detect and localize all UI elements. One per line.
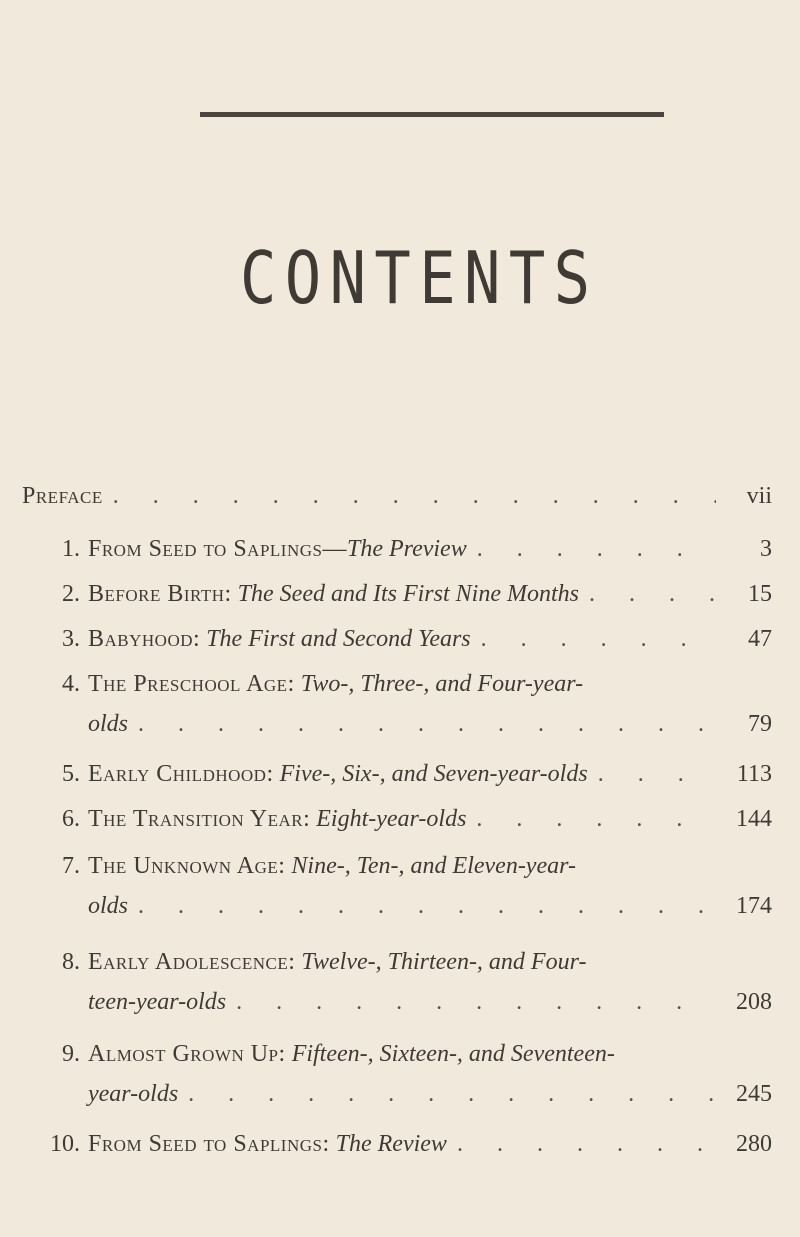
- toc-entry-preface[interactable]: [22, 476, 772, 516]
- page-number: 113: [736, 761, 772, 787]
- page-number: 3: [760, 536, 772, 562]
- chapter-number: 3.: [62, 626, 80, 652]
- page-number: 280: [736, 1131, 772, 1157]
- chapter-subtitle: Nine-, Ten-, and Eleven-year-: [291, 853, 576, 879]
- chapter-subtitle: Five-, Six-, and Seven-year-olds: [279, 761, 588, 787]
- chapter-title: The Preschool Age:: [88, 671, 295, 697]
- page-number: 79: [748, 711, 772, 737]
- dot-leader: [103, 476, 716, 516]
- page-number: 15: [748, 581, 772, 607]
- dot-leader: [467, 529, 716, 569]
- chapter-title: Early Childhood:: [88, 761, 274, 787]
- chapter-title: Almost Grown Up:: [88, 1041, 286, 1067]
- toc-entry-chapter-9[interactable]: [20, 1034, 772, 1114]
- chapter-number: 9.: [62, 1041, 80, 1067]
- page-number: 174: [736, 893, 772, 919]
- chapter-subtitle: The Preview: [346, 536, 467, 562]
- toc-entry-chapter-2[interactable]: [20, 574, 772, 614]
- chapter-number: 6.: [62, 806, 80, 832]
- chapter-subtitle: Twelve-, Thirteen-, and Four-: [301, 949, 587, 975]
- toc-entry-chapter-8[interactable]: [20, 942, 772, 1022]
- dot-leader: [128, 704, 716, 744]
- chapter-number: 8.: [62, 949, 80, 975]
- chapter-subtitle: The Review: [335, 1131, 447, 1157]
- chapter-title: From Seed to Saplings—: [88, 536, 347, 562]
- top-rule: [200, 112, 664, 117]
- page-number: 144: [736, 806, 772, 832]
- toc-entry-chapter-7[interactable]: [20, 846, 772, 926]
- chapter-subtitle: Fifteen-, Sixteen-, and Seventeen-: [291, 1041, 615, 1067]
- chapter-subtitle-continued: year-olds: [88, 1081, 179, 1107]
- chapter-subtitle-continued: teen-year-olds: [88, 989, 227, 1015]
- chapter-number: 5.: [62, 761, 80, 787]
- toc-entry-chapter-1[interactable]: [20, 529, 772, 569]
- chapter-subtitle: The First and Second Years: [206, 626, 471, 652]
- dot-leader: [471, 619, 716, 659]
- chapter-subtitle: The Seed and Its First Nine Months: [237, 581, 579, 607]
- dot-leader: [588, 754, 716, 794]
- dot-leader: [178, 1074, 716, 1114]
- dot-leader: [466, 799, 716, 839]
- chapter-subtitle: Eight-year-olds: [316, 806, 467, 832]
- dot-leader: [128, 886, 716, 926]
- chapter-subtitle-continued: olds: [88, 893, 129, 919]
- chapter-subtitle-continued: olds: [88, 711, 129, 737]
- chapter-title: From Seed to Saplings:: [88, 1131, 330, 1157]
- dot-leader: [579, 574, 716, 614]
- chapter-number: 10.: [50, 1131, 80, 1157]
- dot-leader: [226, 982, 716, 1022]
- chapter-number: 4.: [62, 671, 80, 697]
- page-number: 47: [748, 626, 772, 652]
- page-title: CONTENTS: [240, 236, 599, 320]
- chapter-title: The Transition Year:: [88, 806, 311, 832]
- chapter-subtitle: Two-, Three-, and Four-year-: [300, 671, 584, 697]
- chapter-title: Babyhood:: [88, 626, 201, 652]
- page-number: vii: [746, 483, 772, 509]
- chapter-number: 2.: [62, 581, 80, 607]
- dot-leader: [447, 1124, 716, 1164]
- chapter-number: 1.: [62, 536, 80, 562]
- page-number: 245: [736, 1081, 772, 1107]
- chapter-title: Early Adolescence:: [88, 949, 296, 975]
- toc-entry-chapter-10[interactable]: [20, 1124, 772, 1164]
- toc-entry-chapter-5[interactable]: [20, 754, 772, 794]
- toc-entry-chapter-4[interactable]: [20, 664, 772, 744]
- toc-entry-chapter-3[interactable]: [20, 619, 772, 659]
- chapter-number: 7.: [62, 853, 80, 879]
- chapter-title: Before Birth:: [88, 581, 232, 607]
- chapter-title: The Unknown Age:: [88, 853, 286, 879]
- page-number: 208: [736, 989, 772, 1015]
- toc-entry-chapter-6[interactable]: [20, 799, 772, 839]
- entry-title: Preface: [22, 483, 103, 509]
